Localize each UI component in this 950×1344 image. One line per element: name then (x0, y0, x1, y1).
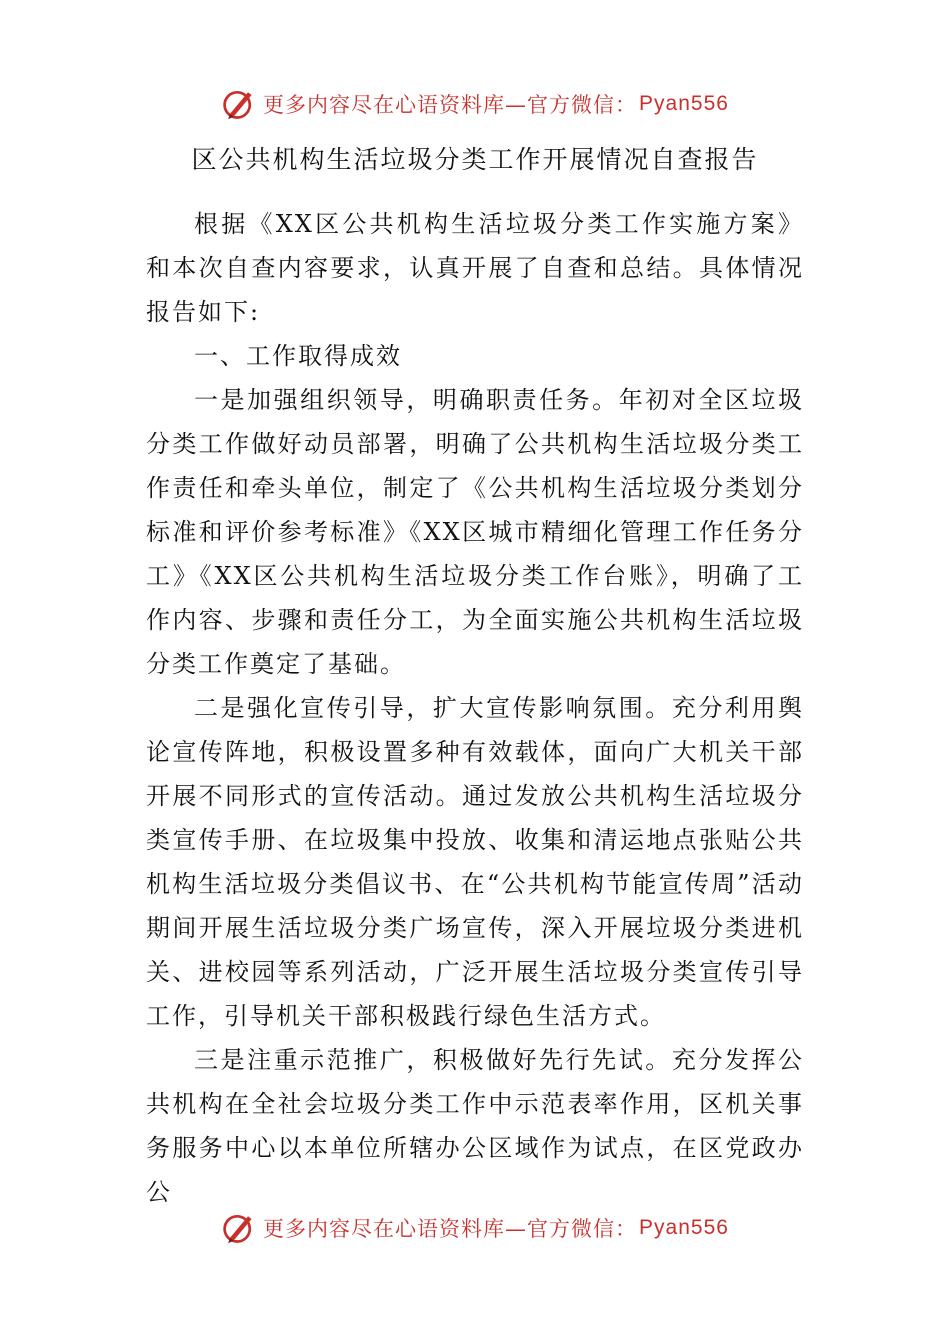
watermark-text: 更多内容尽在心语资料库—官方微信： (263, 93, 638, 117)
pen-logo-icon (221, 1210, 257, 1246)
document-body (146, 202, 804, 1214)
watermark-wechat-id: Pyan556 (639, 92, 729, 115)
paragraph-demonstration: 三是注重示范推广，积极做好先行先试。充分发挥公共机构在全社会垃圾分类工作中示范表率作用，区机关事务服务中心以本单位所辖办公区域作为试点，在区党政办公 (146, 1046, 804, 1206)
watermark-header (0, 82, 950, 126)
paragraph-publicity: 二是强化宣传引导，扩大宣传影响氛围。充分利用舆论宣传阵地，积极设置多种有效载体，面向广大机关干部开展不同形式的宣传活动。通过发放公共机构生活垃圾分类宣传手册、在垃圾集中投放、收集和清运地点张贴公共机构生活垃圾分类倡议书、在“公共机构节能宣传周”活动期间开展生活垃圾分类广场宣传，深入开展垃圾分类进机关、进校园等系列活动，广泛开展生活垃圾分类宣传引导工作，引导机关干部积极践行绿色生活方式。 (146, 694, 804, 1030)
paragraph-organization: 一是加强组织领导，明确职责任务。年初对全区垃圾分类工作做好动员部署，明确了公共机构生活垃圾分类工作责任和牵头单位，制定了《公共机构生活垃圾分类划分标准和评价参考标准》《XX区城市精细化管理工作任务分工》《XX区公共机构生活垃圾分类工作台账》，明确了工作内容、步骤和责任分工，为全面实施公共机构生活垃圾分类工作奠定了基础。 (146, 386, 804, 678)
section-heading: 一、工作取得成效 (194, 342, 402, 370)
watermark-wechat-id: Pyan556 (639, 1216, 729, 1239)
pen-logo-icon (221, 86, 257, 122)
watermark-footer (0, 1206, 950, 1250)
watermark-text: 更多内容尽在心语资料库—官方微信： (263, 1217, 638, 1241)
paragraph-intro: 根据《XX区公共机构生活垃圾分类工作实施方案》和本次自查内容要求，认真开展了自查和总结。具体情况报告如下: (146, 210, 804, 326)
document-title: 区公共机构生活垃圾分类工作开展情况自查报告 (191, 145, 759, 174)
